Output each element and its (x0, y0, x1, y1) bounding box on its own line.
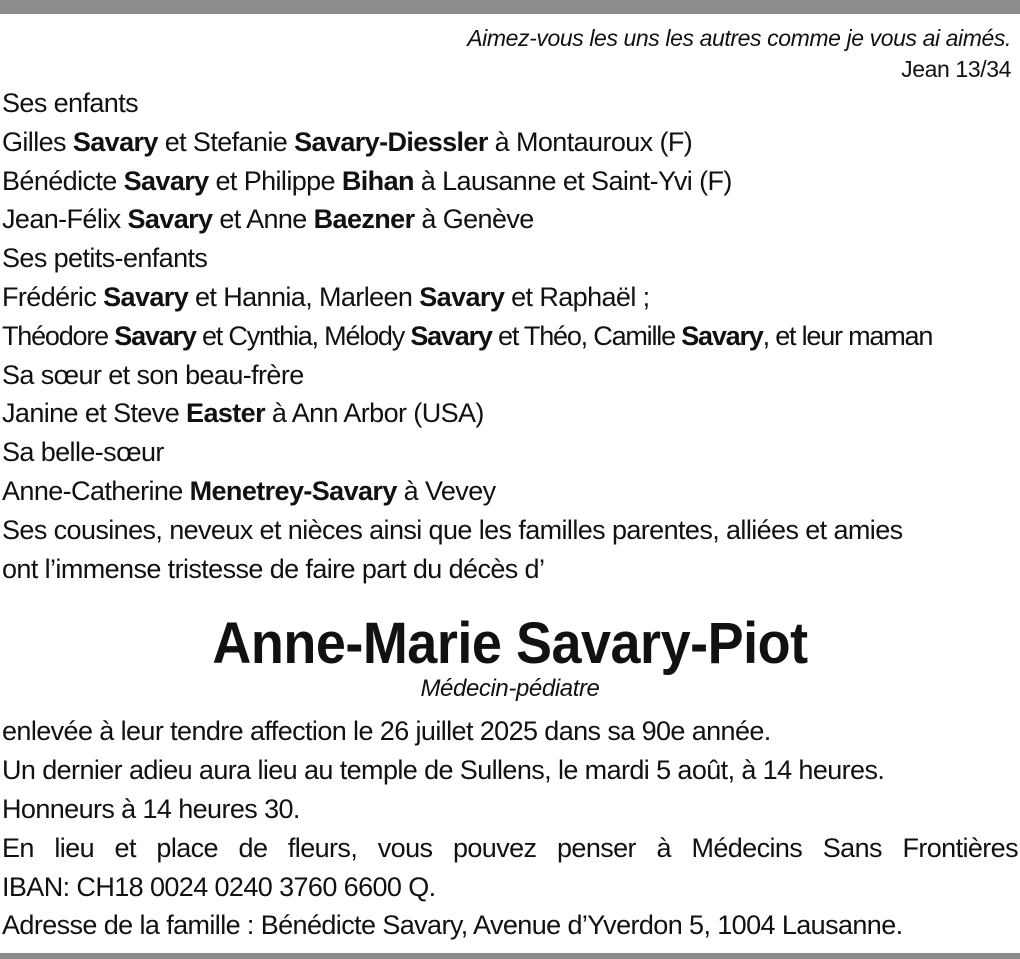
verse-reference: Jean 13/34 (901, 56, 1011, 82)
sister-in-law-heading: Sa belle-sœur (2, 437, 164, 468)
deceased-name: Anne-Marie Savary-Piot (212, 611, 808, 677)
grandchild-line: Théodore Savary et Cynthia, Mélody Savary et Théo, Camille Savary, et leur maman (2, 320, 933, 351)
surname: Savary-Diessler (294, 126, 488, 157)
surname: Savary (72, 126, 158, 157)
address-line: Adresse de la famille : Bénédicte Savary, Avenue d’Yverdon 5, 1004 Lausanne. (2, 910, 903, 941)
surname: Bihan (341, 165, 414, 196)
surname: Baezner (313, 204, 415, 235)
deceased-profession: Médecin-pédiatre (420, 675, 600, 703)
child-line: Gilles Savary et Stefanie Savary-Diessler à Montauroux (F) (2, 126, 693, 157)
child-line: Bénédicte Savary et Philippe Bihan à Lausanne et Saint-Yvi (F) (2, 165, 732, 196)
surname: Easter (186, 398, 265, 429)
surname: Savary (127, 204, 213, 235)
announcement-line: ont l’immense tristesse de faire part du décès d’ (2, 553, 545, 584)
funeral-line: Un dernier adieu aura lieu au temple de Sullens, le mardi 5 août, à 14 heures. (2, 755, 885, 786)
surname: Savary (103, 281, 189, 312)
sister-heading: Sa sœur et son beau-frère (2, 359, 304, 390)
sister-in-law-line: Anne-Catherine Menetrey-Savary à Vevey (2, 475, 496, 506)
flowers-line: En lieu et place de fleurs, vous pouvez penser à Médecins Sans Frontières (2, 832, 1018, 863)
death-line: enlevée à leur tendre affection le 26 juillet 2025 dans sa 90e année. (2, 716, 771, 747)
bible-verse (2, 22, 1018, 84)
grandchildren-heading: Ses petits-enfants (2, 243, 208, 274)
surname: Savary (681, 320, 763, 351)
grandchild-line: Frédéric Savary et Hannia, Marleen Savary et Raphaël ; (2, 281, 650, 312)
surname: Savary (123, 165, 209, 196)
honours-line: Honneurs à 14 heures 30. (2, 793, 300, 824)
surname: Menetrey-Savary (189, 475, 397, 506)
surname: Savary (114, 320, 196, 351)
children-heading: Ses enfants (2, 88, 138, 118)
bottom-border (0, 953, 1020, 959)
obituary-notice (2, 22, 1018, 945)
sister-line: Janine et Steve Easter à Ann Arbor (USA) (2, 398, 484, 429)
others-line: Ses cousines, neveux et nièces ainsi que les familles parentes, alliées et amies (2, 514, 903, 545)
verse-quote: Aimez-vous les uns les autres comme je vous ai aimés. (467, 25, 1011, 51)
iban-line: IBAN: CH18 0024 0240 3760 6600 Q. (2, 871, 436, 902)
surname: Savary (410, 320, 492, 351)
top-border (0, 0, 1020, 14)
child-line: Jean-Félix Savary et Anne Baezner à Genève (2, 204, 534, 235)
surname: Savary (419, 281, 505, 312)
